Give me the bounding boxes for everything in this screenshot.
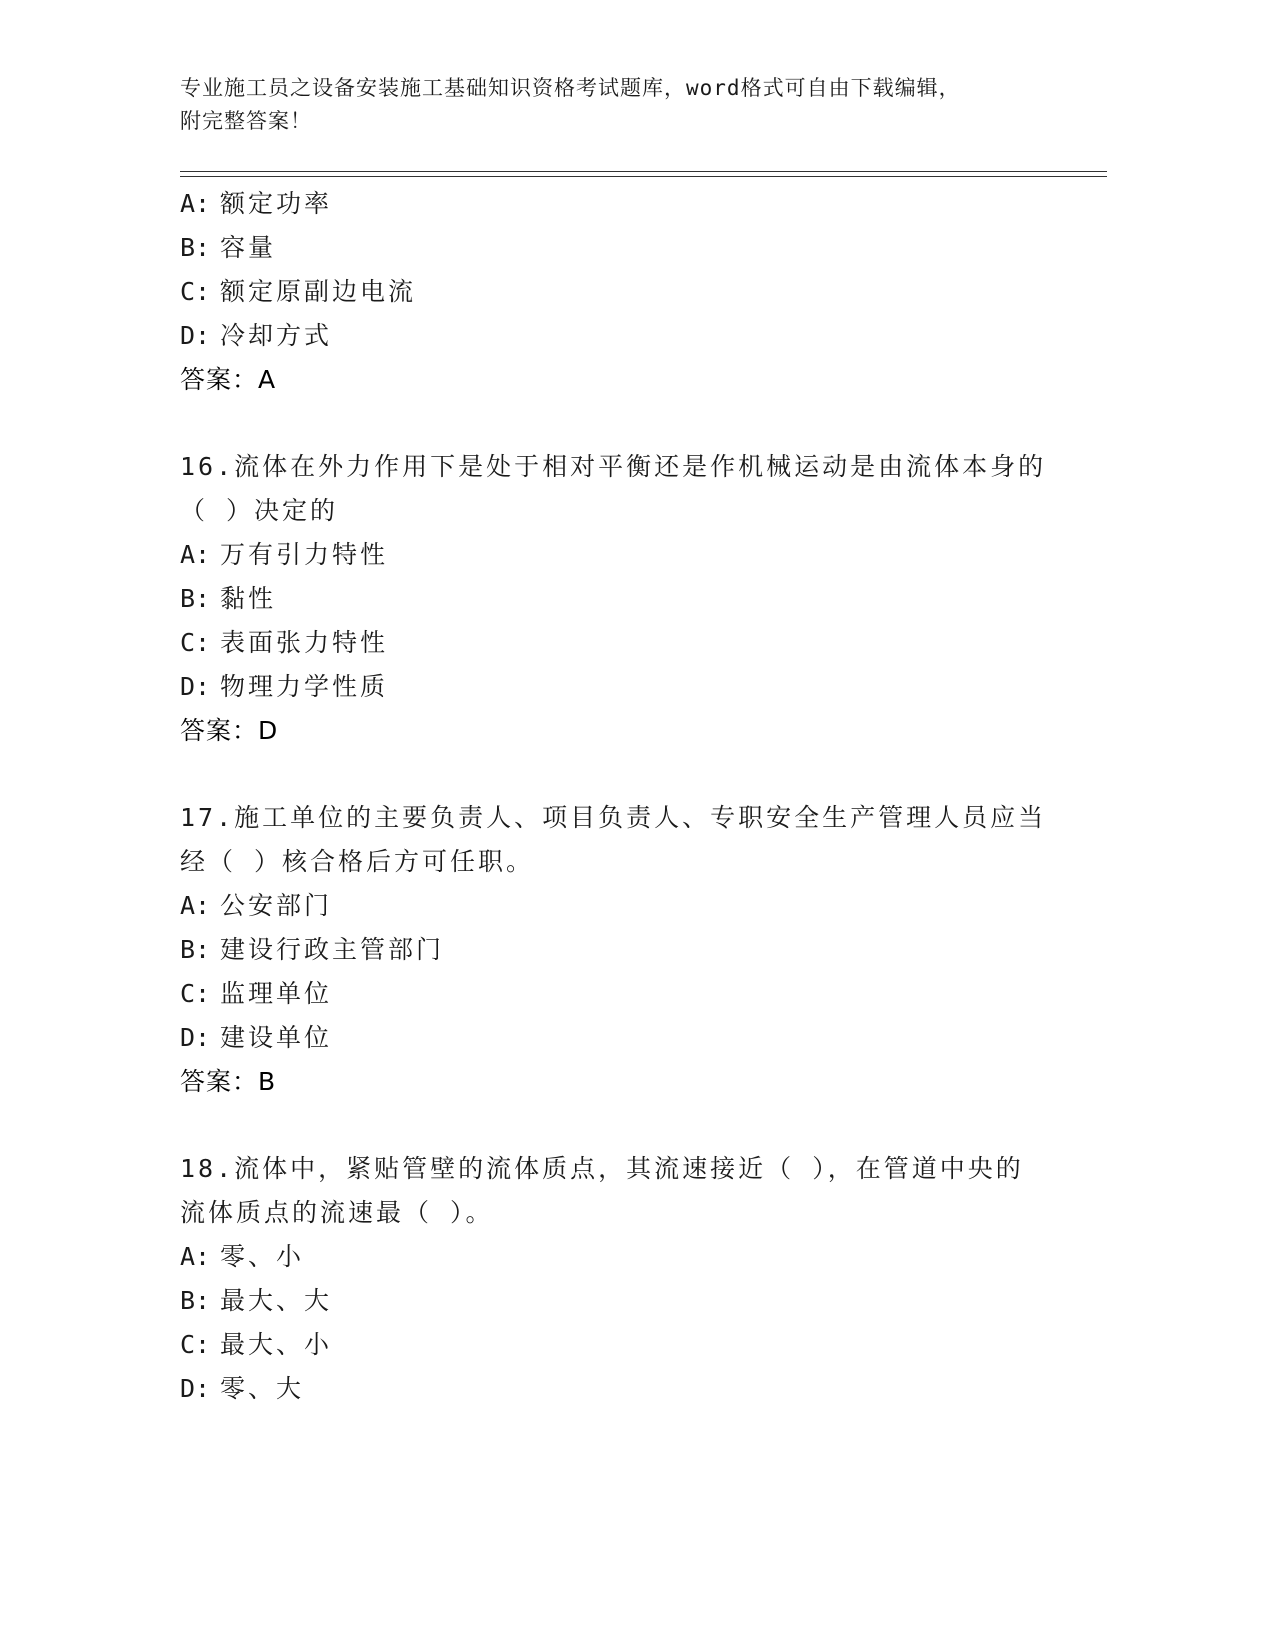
question-list — [180, 182, 1080, 1411]
option-c — [180, 270, 1080, 314]
option-letter: D: — [180, 672, 211, 701]
option-letter: B: — [180, 233, 211, 262]
option-letter: B: — [180, 935, 211, 964]
option-letter: A: — [180, 1242, 211, 1271]
option-letter: A: — [180, 189, 211, 218]
option-text: 冷却方式 — [220, 321, 333, 350]
question-17 — [180, 796, 1080, 1104]
option-a — [180, 182, 1080, 226]
question-stem-line-2: 流体质点的流速最（ ）。 — [180, 1198, 494, 1227]
option-letter: C: — [180, 628, 211, 657]
option-text: 零、大 — [220, 1374, 305, 1403]
spacer — [180, 402, 1080, 445]
spacer — [180, 1104, 1080, 1147]
option-letter: A: — [180, 891, 211, 920]
option-text: 物理力学性质 — [220, 672, 389, 701]
option-text: 万有引力特性 — [220, 540, 389, 569]
option-text: 建设行政主管部门 — [220, 935, 445, 964]
option-b — [180, 928, 1080, 972]
option-letter: C: — [180, 979, 211, 1008]
question-16 — [180, 445, 1080, 753]
header-line-1: 专业施工员之设备安装施工基础知识资格考试题库，word格式可自由下载编辑， — [180, 76, 961, 100]
option-b — [180, 577, 1080, 621]
option-letter: C: — [180, 277, 211, 306]
option-letter: D: — [180, 1374, 211, 1403]
answer-line: 答案：B — [180, 1067, 277, 1096]
answer-line: 答案：A — [180, 365, 277, 394]
option-c — [180, 972, 1080, 1016]
header-line-2: 附完整答案！ — [180, 109, 312, 133]
spacer — [180, 753, 1080, 796]
option-a — [180, 533, 1080, 577]
option-b — [180, 1279, 1080, 1323]
option-a — [180, 1235, 1080, 1279]
option-letter: B: — [180, 1286, 211, 1315]
option-text: 监理单位 — [220, 979, 333, 1008]
question-15-tail — [180, 182, 1080, 402]
option-text: 表面张力特性 — [220, 628, 389, 657]
option-text: 最大、小 — [220, 1330, 333, 1359]
question-stem-line-2: 经（ ）核合格后方可任职。 — [180, 847, 535, 876]
question-18 — [180, 1147, 1080, 1411]
question-stem-line-2: （ ）决定的 — [180, 496, 339, 525]
option-text: 额定原副边电流 — [220, 277, 417, 306]
document-header — [180, 72, 1080, 138]
option-text: 容量 — [220, 233, 277, 262]
option-c — [180, 1323, 1080, 1367]
question-stem-line-1: 17.施工单位的主要负责人、项目负责人、专职安全生产管理人员应当 — [180, 803, 1047, 832]
option-d — [180, 314, 1080, 358]
option-d — [180, 1367, 1080, 1411]
header-divider-top — [180, 171, 1107, 172]
option-b — [180, 226, 1080, 270]
option-text: 最大、大 — [220, 1286, 333, 1315]
option-d — [180, 1016, 1080, 1060]
option-text: 零、小 — [220, 1242, 305, 1271]
answer-line: 答案：D — [180, 716, 279, 745]
option-text: 黏性 — [220, 584, 277, 613]
question-stem-line-1: 18.流体中，紧贴管壁的流体质点，其流速接近（ ），在管道中央的 — [180, 1154, 1024, 1183]
question-stem-line-1: 16.流体在外力作用下是处于相对平衡还是作机械运动是由流体本身的 — [180, 452, 1047, 481]
option-letter: A: — [180, 540, 211, 569]
option-letter: B: — [180, 584, 211, 613]
option-a — [180, 884, 1080, 928]
option-letter: D: — [180, 1023, 211, 1052]
option-letter: D: — [180, 321, 211, 350]
option-letter: C: — [180, 1330, 211, 1359]
option-text: 公安部门 — [220, 891, 333, 920]
option-text: 建设单位 — [220, 1023, 333, 1052]
option-c — [180, 621, 1080, 665]
option-text: 额定功率 — [220, 189, 333, 218]
option-d — [180, 665, 1080, 709]
header-divider-bottom — [180, 176, 1107, 177]
